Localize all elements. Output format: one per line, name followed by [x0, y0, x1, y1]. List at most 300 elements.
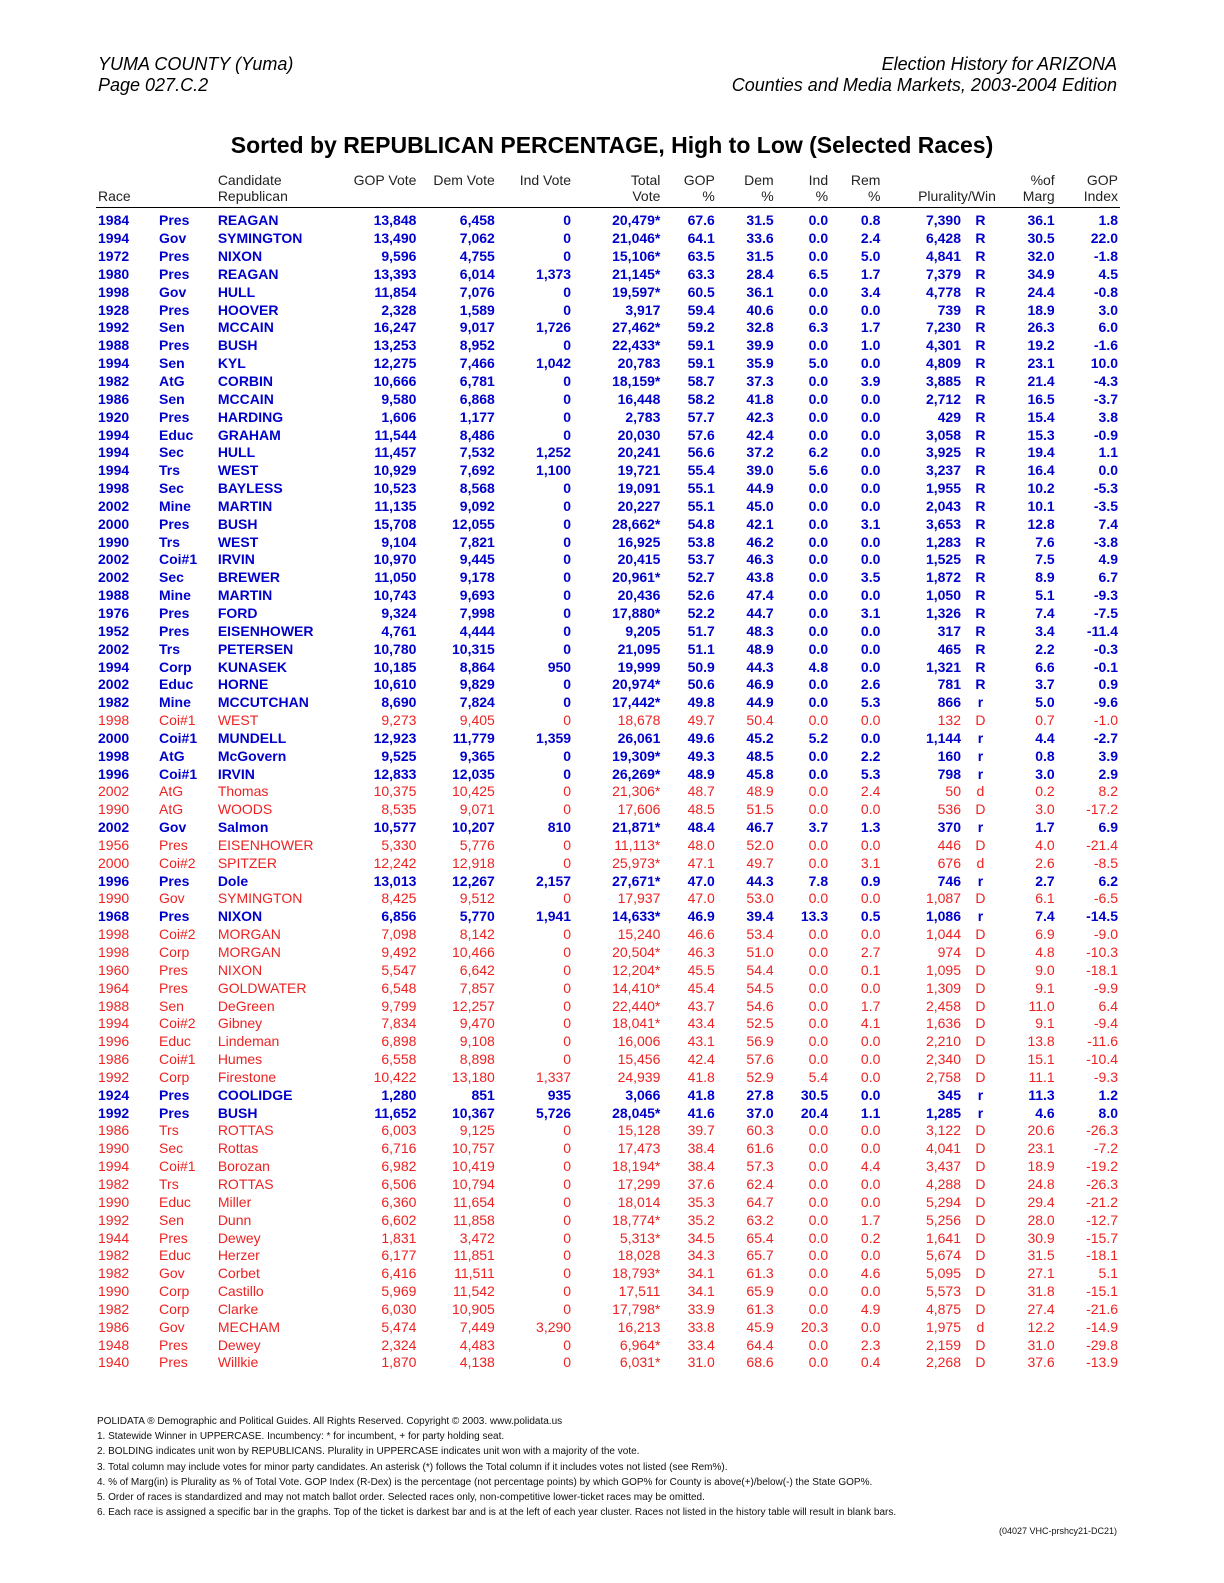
cell-ind-pct: 0.0	[808, 801, 829, 818]
cell-gop-vote: 11,135	[374, 497, 417, 514]
cell-year: 1986	[98, 1051, 130, 1068]
cell-total-vote: 6,964*	[619, 1336, 661, 1353]
cell-gop-index: -9.0	[1093, 926, 1118, 943]
col-header-margin-pct: %of Marg	[998, 172, 1057, 208]
cell-year: 2000	[98, 515, 130, 532]
cell-gop-pct: 50.6	[687, 676, 715, 693]
table-row	[96, 373, 1120, 391]
cell-year: 1994	[98, 426, 130, 443]
cell-candidate: KYL	[217, 355, 246, 372]
cell-year: 1988	[98, 337, 130, 354]
cell-candidate: Dole	[217, 872, 249, 889]
cell-dem-vote: 12,918	[452, 854, 495, 871]
page-number: Page 027.C.2	[98, 75, 209, 95]
table-row	[96, 1283, 1120, 1301]
cell-gop-index: -19.2	[1086, 1158, 1118, 1175]
cell-office: AtG	[159, 801, 184, 818]
cell-dem-vote: 12,055	[452, 515, 495, 532]
cell-plurality: 1,095	[925, 961, 961, 978]
cell-gop-index: -9.4	[1093, 1015, 1118, 1032]
cell-dem-vote: 10,315	[452, 640, 495, 657]
cell-rem-pct: 0.0	[860, 890, 881, 907]
cell-margin-pct: 6.9	[1035, 926, 1055, 943]
table-row	[96, 1265, 1120, 1283]
cell-gop-vote: 12,275	[373, 355, 417, 372]
cell-total-vote: 18,678	[617, 712, 661, 729]
cell-gop-vote: 10,422	[373, 1068, 417, 1085]
cell-plurality: 6,428	[925, 230, 961, 247]
cell-dem-vote: 9,108	[459, 1033, 495, 1050]
cell-gop-pct: 60.5	[687, 283, 715, 300]
cell-margin-pct: 11.3	[1028, 1086, 1055, 1103]
cell-margin-pct: 27.4	[1027, 1300, 1055, 1317]
cell-winner-party: d	[976, 783, 985, 800]
cell-dem-vote: 9,445	[459, 551, 495, 568]
cell-ind-pct: 0.0	[808, 1193, 829, 1210]
cell-gop-index: -15.7	[1086, 1229, 1118, 1246]
cell-plurality: 798	[937, 765, 961, 782]
cell-office: Sen	[159, 390, 185, 407]
cell-winner-party: R	[975, 265, 986, 282]
cell-ind-pct: 0.0	[808, 1300, 829, 1317]
cell-rem-pct: 4.1	[860, 1015, 881, 1032]
cell-gop-pct: 67.6	[687, 212, 715, 229]
cell-candidate: ROTTAS	[217, 1122, 274, 1139]
cell-gop-vote: 10,743	[373, 587, 417, 604]
col-header-dem-pct: Dem %	[717, 172, 776, 208]
cell-office: Sen	[159, 355, 185, 372]
cell-ind-vote: 0	[563, 373, 572, 390]
cell-total-vote: 27,462*	[612, 319, 661, 336]
footnote: 5. Order of races is standardized and may not match ballot order. Selected races only, non-competitive lower-ticket races may be omitted.	[97, 1492, 705, 1504]
cell-gop-pct: 63.5	[687, 248, 715, 265]
cell-candidate: MECHAM	[217, 1318, 281, 1335]
cell-gop-vote: 7,098	[381, 926, 417, 943]
cell-dem-pct: 45.8	[746, 765, 774, 782]
cell-gop-vote: 11,050	[374, 569, 417, 586]
table-row	[96, 1122, 1120, 1140]
cell-gop-index: -4.3	[1093, 373, 1118, 390]
cell-office: AtG	[159, 747, 185, 764]
cell-ind-pct: 0.0	[808, 747, 829, 764]
cell-winner-party: D	[975, 890, 986, 907]
cell-gop-index: -10.3	[1086, 944, 1118, 961]
cell-dem-vote: 11,851	[453, 1247, 495, 1264]
cell-gop-vote: 1,280	[381, 1086, 417, 1103]
cell-year: 1944	[98, 1229, 130, 1246]
cell-plurality: 739	[937, 301, 961, 318]
cell-gop-pct: 35.2	[687, 1211, 715, 1228]
cell-office: Pres	[159, 1229, 188, 1246]
cell-office: Coi#2	[159, 1015, 196, 1032]
cell-candidate: IRVIN	[217, 765, 255, 782]
cell-plurality: 4,809	[925, 355, 961, 372]
cell-ind-pct: 0.0	[808, 765, 829, 782]
cell-plurality: 132	[937, 712, 961, 729]
cell-dem-vote: 1,177	[459, 408, 495, 425]
cell-dem-pct: 57.6	[746, 1051, 774, 1068]
cell-rem-pct: 5.3	[860, 765, 881, 782]
cell-margin-pct: 26.3	[1027, 319, 1055, 336]
cell-gop-index: 1.1	[1098, 444, 1118, 461]
cell-ind-pct: 0.0	[808, 640, 829, 657]
cell-gop-pct: 52.6	[687, 587, 715, 604]
table-row	[96, 997, 1120, 1015]
cell-office: Pres	[159, 604, 190, 621]
cell-ind-pct: 0.0	[808, 1229, 829, 1246]
cell-rem-pct: 1.7	[860, 265, 881, 282]
cell-candidate: McGovern	[217, 747, 287, 764]
cell-total-vote: 5,313*	[619, 1229, 661, 1246]
cell-dem-pct: 51.5	[746, 801, 774, 818]
cell-gop-vote: 13,848	[373, 212, 417, 229]
cell-office: Gov	[159, 283, 187, 300]
cell-ind-vote: 2,157	[536, 872, 572, 889]
cell-dem-vote: 6,014	[459, 265, 495, 282]
cell-ind-vote: 0	[563, 712, 572, 729]
cell-gop-pct: 56.6	[687, 444, 715, 461]
cell-candidate: SPITZER	[217, 854, 277, 871]
cell-office: Corp	[159, 1283, 190, 1300]
cell-margin-pct: 23.1	[1027, 355, 1055, 372]
cell-gop-pct: 64.1	[687, 230, 715, 247]
cell-rem-pct: 0.0	[860, 355, 881, 372]
cell-gop-index: 6.9	[1098, 819, 1118, 836]
cell-winner-party: R	[975, 480, 986, 497]
cell-candidate: WOODS	[217, 801, 273, 818]
cell-ind-vote: 0	[563, 1336, 572, 1353]
cell-ind-vote: 0	[563, 212, 572, 229]
cell-rem-pct: 2.3	[860, 1336, 881, 1353]
cell-gop-pct: 35.3	[687, 1193, 715, 1210]
cell-total-vote: 20,436	[617, 587, 661, 604]
cell-rem-pct: 1.7	[860, 997, 881, 1014]
cell-dem-vote: 8,864	[459, 658, 495, 675]
cell-year: 1982	[98, 694, 130, 711]
cell-ind-pct: 7.8	[808, 872, 829, 889]
cell-year: 1996	[98, 765, 130, 782]
cell-gop-index: -0.1	[1093, 658, 1118, 675]
table-row	[96, 1158, 1120, 1176]
table-body	[96, 208, 1120, 1372]
cell-total-vote: 19,597*	[612, 283, 661, 300]
cell-candidate: NIXON	[217, 248, 263, 265]
cell-total-vote: 3,917	[625, 301, 661, 318]
cell-dem-vote: 11,779	[452, 729, 495, 746]
table-row	[96, 1229, 1120, 1247]
cell-margin-pct: 10.2	[1027, 480, 1055, 497]
cell-margin-pct: 7.5	[1035, 551, 1055, 568]
publication-title: Election History for ARIZONA	[881, 54, 1117, 74]
cell-ind-vote: 0	[563, 1158, 572, 1175]
cell-gop-index: 6.7	[1098, 569, 1118, 586]
cell-ind-pct: 0.0	[808, 337, 829, 354]
cell-total-vote: 24,939	[617, 1068, 661, 1085]
cell-gop-index: -1.0	[1093, 712, 1118, 729]
col-header-ind-pct: Ind %	[776, 172, 830, 208]
cell-ind-vote: 0	[563, 622, 572, 639]
cell-plurality: 1,086	[925, 908, 961, 925]
cell-dem-pct: 48.9	[746, 783, 774, 800]
cell-candidate: Firestone	[217, 1068, 277, 1085]
cell-gop-pct: 31.0	[687, 1354, 715, 1371]
cell-total-vote: 20,479*	[612, 212, 661, 229]
cell-plurality: 465	[937, 640, 961, 657]
cell-gop-vote: 10,375	[373, 783, 417, 800]
cell-rem-pct: 1.3	[860, 819, 881, 836]
cell-dem-pct: 45.0	[746, 497, 774, 514]
cell-margin-pct: 19.4	[1027, 444, 1055, 461]
cell-gop-vote: 1,606	[381, 408, 417, 425]
cell-rem-pct: 0.0	[860, 462, 881, 479]
cell-year: 2002	[98, 497, 130, 514]
cell-year: 1992	[98, 1068, 130, 1085]
cell-gop-pct: 46.9	[687, 908, 715, 925]
cell-dem-pct: 32.8	[746, 319, 774, 336]
cell-office: Pres	[159, 622, 190, 639]
cell-candidate: SYMINGTON	[217, 890, 303, 907]
table-row	[96, 1211, 1120, 1229]
cell-office: Coi#1	[159, 551, 198, 568]
cell-margin-pct: 0.8	[1035, 747, 1055, 764]
cell-ind-pct: 5.4	[808, 1068, 829, 1085]
cell-gop-pct: 52.7	[687, 569, 715, 586]
cell-gop-vote: 13,253	[373, 337, 417, 354]
cell-ind-pct: 0.0	[808, 961, 829, 978]
cell-gop-index: 6.0	[1098, 319, 1118, 336]
cell-year: 1990	[98, 533, 130, 550]
cell-ind-pct: 0.0	[808, 1140, 829, 1157]
cell-winner-party: D	[975, 997, 986, 1014]
cell-year: 1986	[98, 1318, 130, 1335]
cell-dem-pct: 44.9	[746, 694, 774, 711]
cell-dem-pct: 57.3	[746, 1158, 774, 1175]
cell-plurality: 866	[937, 694, 961, 711]
cell-ind-pct: 0.0	[808, 248, 829, 265]
cell-gop-pct: 53.7	[687, 551, 715, 568]
cell-gop-index: -21.2	[1086, 1193, 1118, 1210]
cell-year: 2002	[98, 640, 130, 657]
cell-dem-vote: 9,470	[459, 1015, 495, 1032]
col-header-race: Race	[96, 172, 216, 208]
copyright-line: POLIDATA ® Demographic and Political Guides. All Rights Reserved. Copyright © 2003. www.polidata.us	[97, 1416, 563, 1427]
cell-dem-vote: 10,466	[452, 944, 495, 961]
cell-winner-party: r	[977, 747, 984, 764]
cell-candidate: Gibney	[217, 1015, 263, 1032]
cell-plurality: 1,641	[925, 1229, 961, 1246]
cell-ind-pct: 13.3	[800, 908, 829, 925]
cell-ind-vote: 950	[547, 658, 572, 675]
table-row	[96, 944, 1120, 962]
footnote: 6. Each race is assigned a specific bar in the graphs. Top of the ticket is darkest bar and is at the left of each year cluster. Races not listed in the history table will result in blank bars.	[97, 1507, 897, 1519]
cell-candidate: Dunn	[217, 1211, 252, 1228]
cell-winner-party: r	[977, 1086, 984, 1103]
cell-ind-vote: 0	[563, 1247, 572, 1264]
cell-ind-vote: 0	[563, 1283, 572, 1300]
table-row	[96, 248, 1120, 266]
cell-gop-index: 0.0	[1098, 462, 1118, 479]
cell-gop-vote: 1,870	[381, 1354, 417, 1371]
cell-rem-pct: 1.0	[860, 337, 881, 354]
cell-winner-party: r	[977, 765, 984, 782]
cell-rem-pct: 0.0	[860, 1068, 881, 1085]
cell-candidate: BUSH	[217, 515, 258, 532]
cell-dem-vote: 10,367	[452, 1104, 495, 1121]
cell-ind-vote: 0	[563, 1265, 572, 1282]
cell-office: Mine	[159, 587, 191, 604]
cell-gop-vote: 9,525	[381, 747, 417, 764]
cell-plurality: 2,758	[925, 1068, 961, 1085]
cell-ind-vote: 0	[563, 640, 572, 657]
cell-ind-vote: 0	[563, 676, 572, 693]
cell-dem-pct: 65.7	[746, 1247, 774, 1264]
cell-gop-index: 6.4	[1098, 997, 1118, 1014]
cell-ind-pct: 0.0	[808, 533, 829, 550]
cell-dem-vote: 3,472	[459, 1229, 495, 1246]
cell-total-vote: 17,798*	[612, 1300, 661, 1317]
cell-plurality: 536	[937, 801, 961, 818]
cell-gop-index: 1.8	[1098, 212, 1118, 229]
cell-ind-vote: 0	[563, 533, 572, 550]
cell-office: AtG	[159, 373, 185, 390]
cell-dem-vote: 7,532	[459, 444, 495, 461]
cell-rem-pct: 2.4	[860, 783, 881, 800]
cell-total-vote: 16,006	[617, 1033, 661, 1050]
cell-winner-party: D	[975, 1068, 986, 1085]
cell-winner-party: D	[975, 961, 986, 978]
cell-plurality: 3,925	[925, 444, 961, 461]
cell-gop-index: -26.3	[1086, 1122, 1118, 1139]
cell-gop-index: -5.3	[1093, 480, 1118, 497]
cell-candidate: ROTTAS	[217, 1175, 274, 1192]
cell-gop-index: -9.6	[1093, 694, 1118, 711]
cell-dem-pct: 42.4	[746, 426, 774, 443]
cell-year: 1994	[98, 1015, 130, 1032]
table-row	[96, 658, 1120, 676]
table-row	[96, 208, 1120, 230]
cell-plurality: 1,955	[925, 480, 961, 497]
cell-office: Mine	[159, 497, 191, 514]
cell-ind-pct: 30.5	[800, 1086, 829, 1103]
table-row	[96, 622, 1120, 640]
table-row	[96, 801, 1120, 819]
cell-ind-pct: 0.0	[808, 1033, 829, 1050]
cell-total-vote: 18,014	[617, 1193, 661, 1210]
cell-margin-pct: 12.8	[1027, 515, 1055, 532]
cell-candidate: Dewey	[217, 1336, 261, 1353]
cell-year: 2002	[98, 783, 130, 800]
cell-gop-pct: 48.5	[687, 801, 715, 818]
cell-rem-pct: 0.4	[860, 1354, 881, 1371]
cell-total-vote: 21,871*	[612, 819, 661, 836]
cell-plurality: 370	[937, 819, 961, 836]
cell-dem-pct: 42.1	[746, 515, 774, 532]
cell-office: Pres	[159, 301, 190, 318]
cell-gop-vote: 11,544	[374, 426, 417, 443]
cell-candidate: MARTIN	[217, 587, 273, 604]
cell-gop-index: 7.4	[1098, 515, 1118, 532]
cell-dem-pct: 65.4	[746, 1229, 774, 1246]
cell-ind-vote: 0	[563, 1354, 572, 1371]
cell-ind-pct: 0.0	[808, 373, 829, 390]
cell-candidate: MCCAIN	[217, 319, 274, 336]
cell-gop-vote: 12,833	[373, 765, 417, 782]
cell-gop-pct: 52.2	[687, 604, 715, 621]
cell-rem-pct: 0.0	[860, 497, 881, 514]
cell-dem-pct: 48.5	[746, 747, 774, 764]
cell-margin-pct: 4.8	[1035, 944, 1055, 961]
cell-total-vote: 26,269*	[612, 765, 661, 782]
cell-gop-pct: 33.4	[687, 1336, 715, 1353]
cell-candidate: Salmon	[217, 819, 269, 836]
cell-gop-pct: 48.9	[687, 765, 715, 782]
table-row	[96, 390, 1120, 408]
cell-ind-vote: 0	[563, 836, 572, 853]
cell-gop-vote: 6,982	[381, 1158, 417, 1175]
cell-candidate: WEST	[217, 712, 259, 729]
cell-gop-vote: 9,580	[381, 390, 417, 407]
cell-gop-vote: 6,548	[381, 979, 417, 996]
cell-margin-pct: 1.7	[1035, 819, 1055, 836]
cell-year: 1996	[98, 872, 130, 889]
cell-dem-pct: 46.3	[746, 551, 774, 568]
cell-ind-pct: 0.0	[808, 212, 829, 229]
cell-year: 2002	[98, 551, 130, 568]
cell-ind-vote: 0	[563, 1122, 572, 1139]
cell-dem-vote: 12,267	[452, 872, 495, 889]
cell-candidate: DeGreen	[217, 997, 275, 1014]
cell-year: 1990	[98, 1140, 130, 1157]
cell-dem-pct: 61.3	[746, 1300, 774, 1317]
cell-ind-vote: 0	[563, 230, 572, 247]
cell-office: Sec	[159, 1140, 184, 1157]
cell-gop-vote: 6,360	[381, 1193, 417, 1210]
cell-dem-vote: 4,138	[459, 1354, 495, 1371]
cell-gop-pct: 43.7	[687, 997, 715, 1014]
col-header-candidate: Candidate Republican	[216, 172, 345, 208]
cell-gop-vote: 9,799	[381, 997, 417, 1014]
cell-office: Corp	[159, 1068, 190, 1085]
cell-margin-pct: 31.5	[1027, 1247, 1055, 1264]
table-row	[96, 783, 1120, 801]
cell-rem-pct: 0.0	[860, 587, 881, 604]
cell-rem-pct: 2.2	[860, 747, 881, 764]
cell-year: 2002	[98, 819, 130, 836]
cell-ind-vote: 0	[563, 979, 572, 996]
cell-year: 1994	[98, 355, 130, 372]
cell-year: 1924	[98, 1086, 130, 1103]
cell-ind-vote: 0	[563, 997, 572, 1014]
cell-rem-pct: 0.0	[860, 408, 881, 425]
table-row	[96, 1051, 1120, 1069]
cell-total-vote: 20,974*	[612, 676, 661, 693]
cell-candidate: COOLIDGE	[217, 1086, 293, 1103]
cell-total-vote: 28,045*	[612, 1104, 661, 1121]
col-header-dem-vote: Dem Vote	[418, 172, 496, 208]
cell-office: Corp	[159, 944, 190, 961]
cell-total-vote: 14,410*	[612, 979, 661, 996]
cell-ind-pct: 0.0	[808, 1175, 829, 1192]
cell-gop-vote: 7,834	[381, 1015, 417, 1032]
cell-dem-pct: 62.4	[746, 1175, 774, 1192]
cell-dem-pct: 44.3	[746, 872, 774, 889]
cell-dem-pct: 44.7	[746, 604, 774, 621]
cell-dem-vote: 11,858	[453, 1211, 495, 1228]
cell-dem-pct: 47.4	[746, 587, 774, 604]
cell-ind-vote: 1,337	[536, 1068, 572, 1085]
cell-candidate: Humes	[217, 1051, 263, 1068]
cell-office: Coi#1	[159, 765, 198, 782]
